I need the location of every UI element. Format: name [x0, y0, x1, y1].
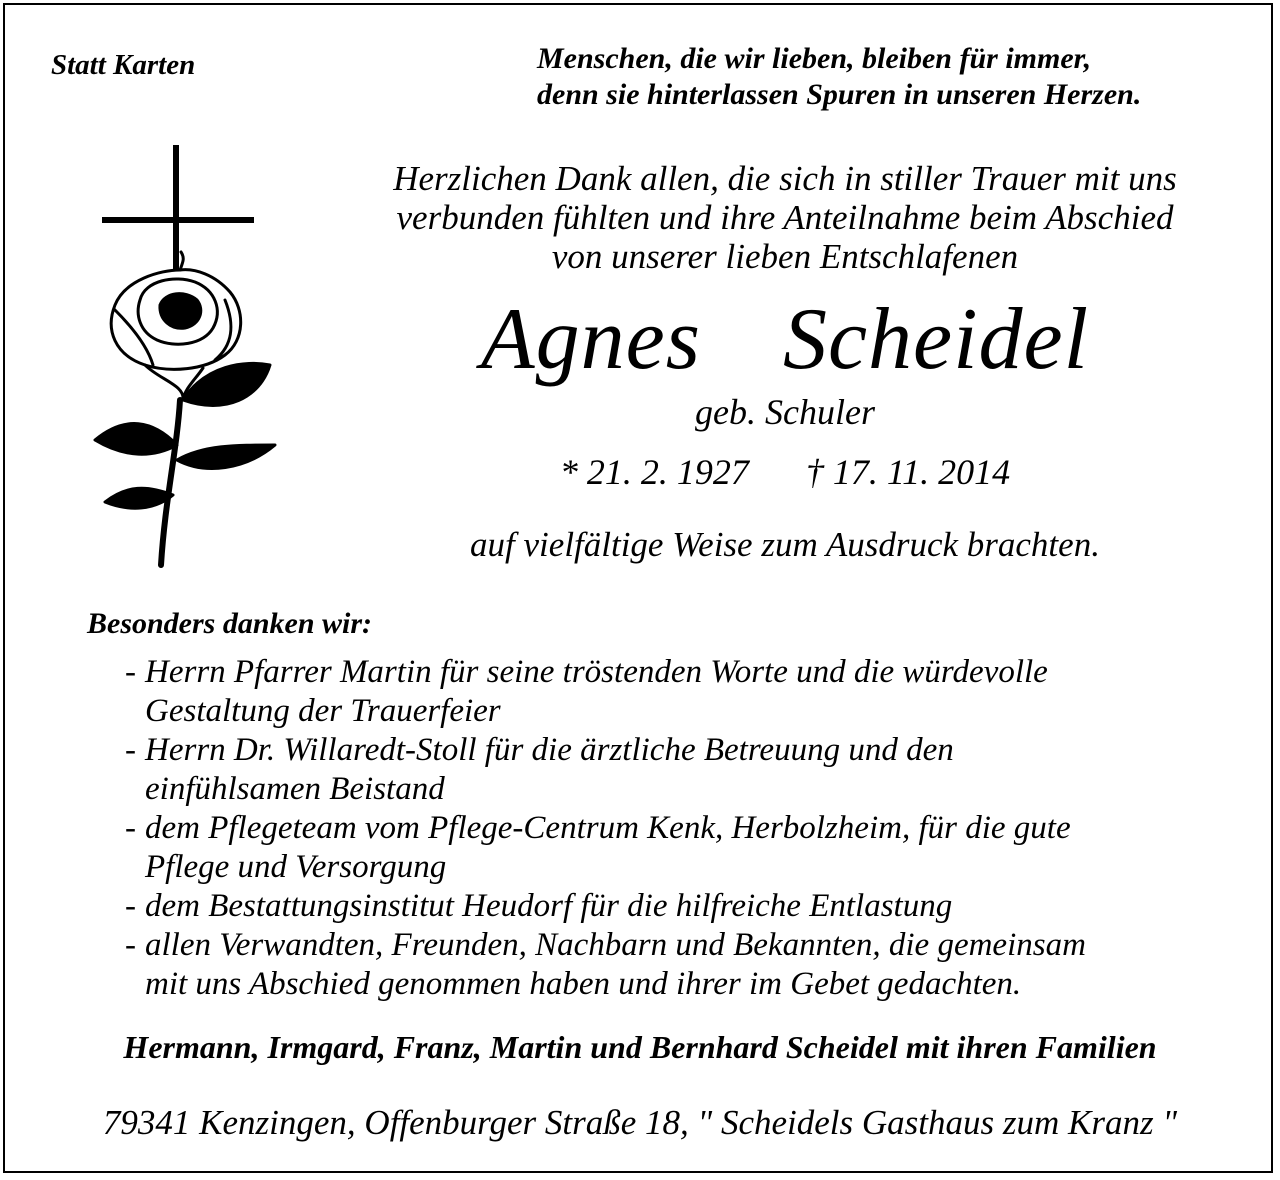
cross-icon: [102, 145, 254, 275]
intro-text: [305, 159, 1265, 276]
intro-line-3: von unserer lieben Entschlafenen: [551, 237, 1019, 276]
closing-line: auf vielfältige Weise zum Ausdruck brachten.: [470, 525, 1100, 564]
death-date: † 17. 11. 2014: [805, 452, 1011, 492]
motto-line-1: Menschen, die wir lieben, bleiben für immer,: [537, 42, 1092, 75]
motto-quote: [537, 41, 1141, 113]
thanks-heading: Besonders danken wir:: [87, 607, 373, 640]
list-item: - dem Pflegeteam vom Pflege-Centrum Kenk, Herbolzheim, für die gute Pflege und Versorgung: [125, 809, 1086, 887]
motto-line-2: denn sie hinterlassen Spuren in unseren Herzen.: [537, 78, 1142, 111]
life-dates: [305, 451, 1265, 493]
list-item: - Herrn Pfarrer Martin für seine tröstenden Worte und die würdevolle Gestaltung der Trauerfeier: [125, 653, 1086, 731]
thanks-list: [125, 653, 1086, 1004]
statt-karten-label: Statt Karten: [51, 49, 196, 81]
list-item: - Herrn Dr. Willaredt-Stoll für die ärztliche Betreuung und den einfühlsamen Beistand: [125, 731, 1086, 809]
cross-and-rose-artwork: [85, 140, 295, 570]
address-line: 79341 Kenzingen, Offenburger Straße 18, " Scheidels Gasthaus zum Kranz ": [102, 1103, 1178, 1142]
list-item: - dem Bestattungsinstitut Heudorf für die hilfreiche Entlastung: [125, 887, 1086, 926]
rose-icon: [95, 252, 275, 565]
birth-date: * 21. 2. 1927: [559, 452, 749, 492]
intro-line-2: verbunden fühlten und ihre Anteilnahme beim Abschied: [396, 198, 1174, 237]
maiden-name: geb. Schuler: [695, 392, 875, 432]
list-item: - allen Verwandten, Freunden, Nachbarn und Bekannten, die gemeinsam mit uns Abschied genommen haben und ihrer im Gebet gedachten.: [125, 926, 1086, 1004]
intro-line-1: Herzlichen Dank allen, die sich in stiller Trauer mit uns: [393, 159, 1177, 198]
obituary-notice: [3, 3, 1273, 1173]
family-signature: Hermann, Irmgard, Franz, Martin und Bernhard Scheidel mit ihren Familien: [123, 1029, 1157, 1065]
deceased-name: Agnes Scheidel: [480, 291, 1090, 388]
